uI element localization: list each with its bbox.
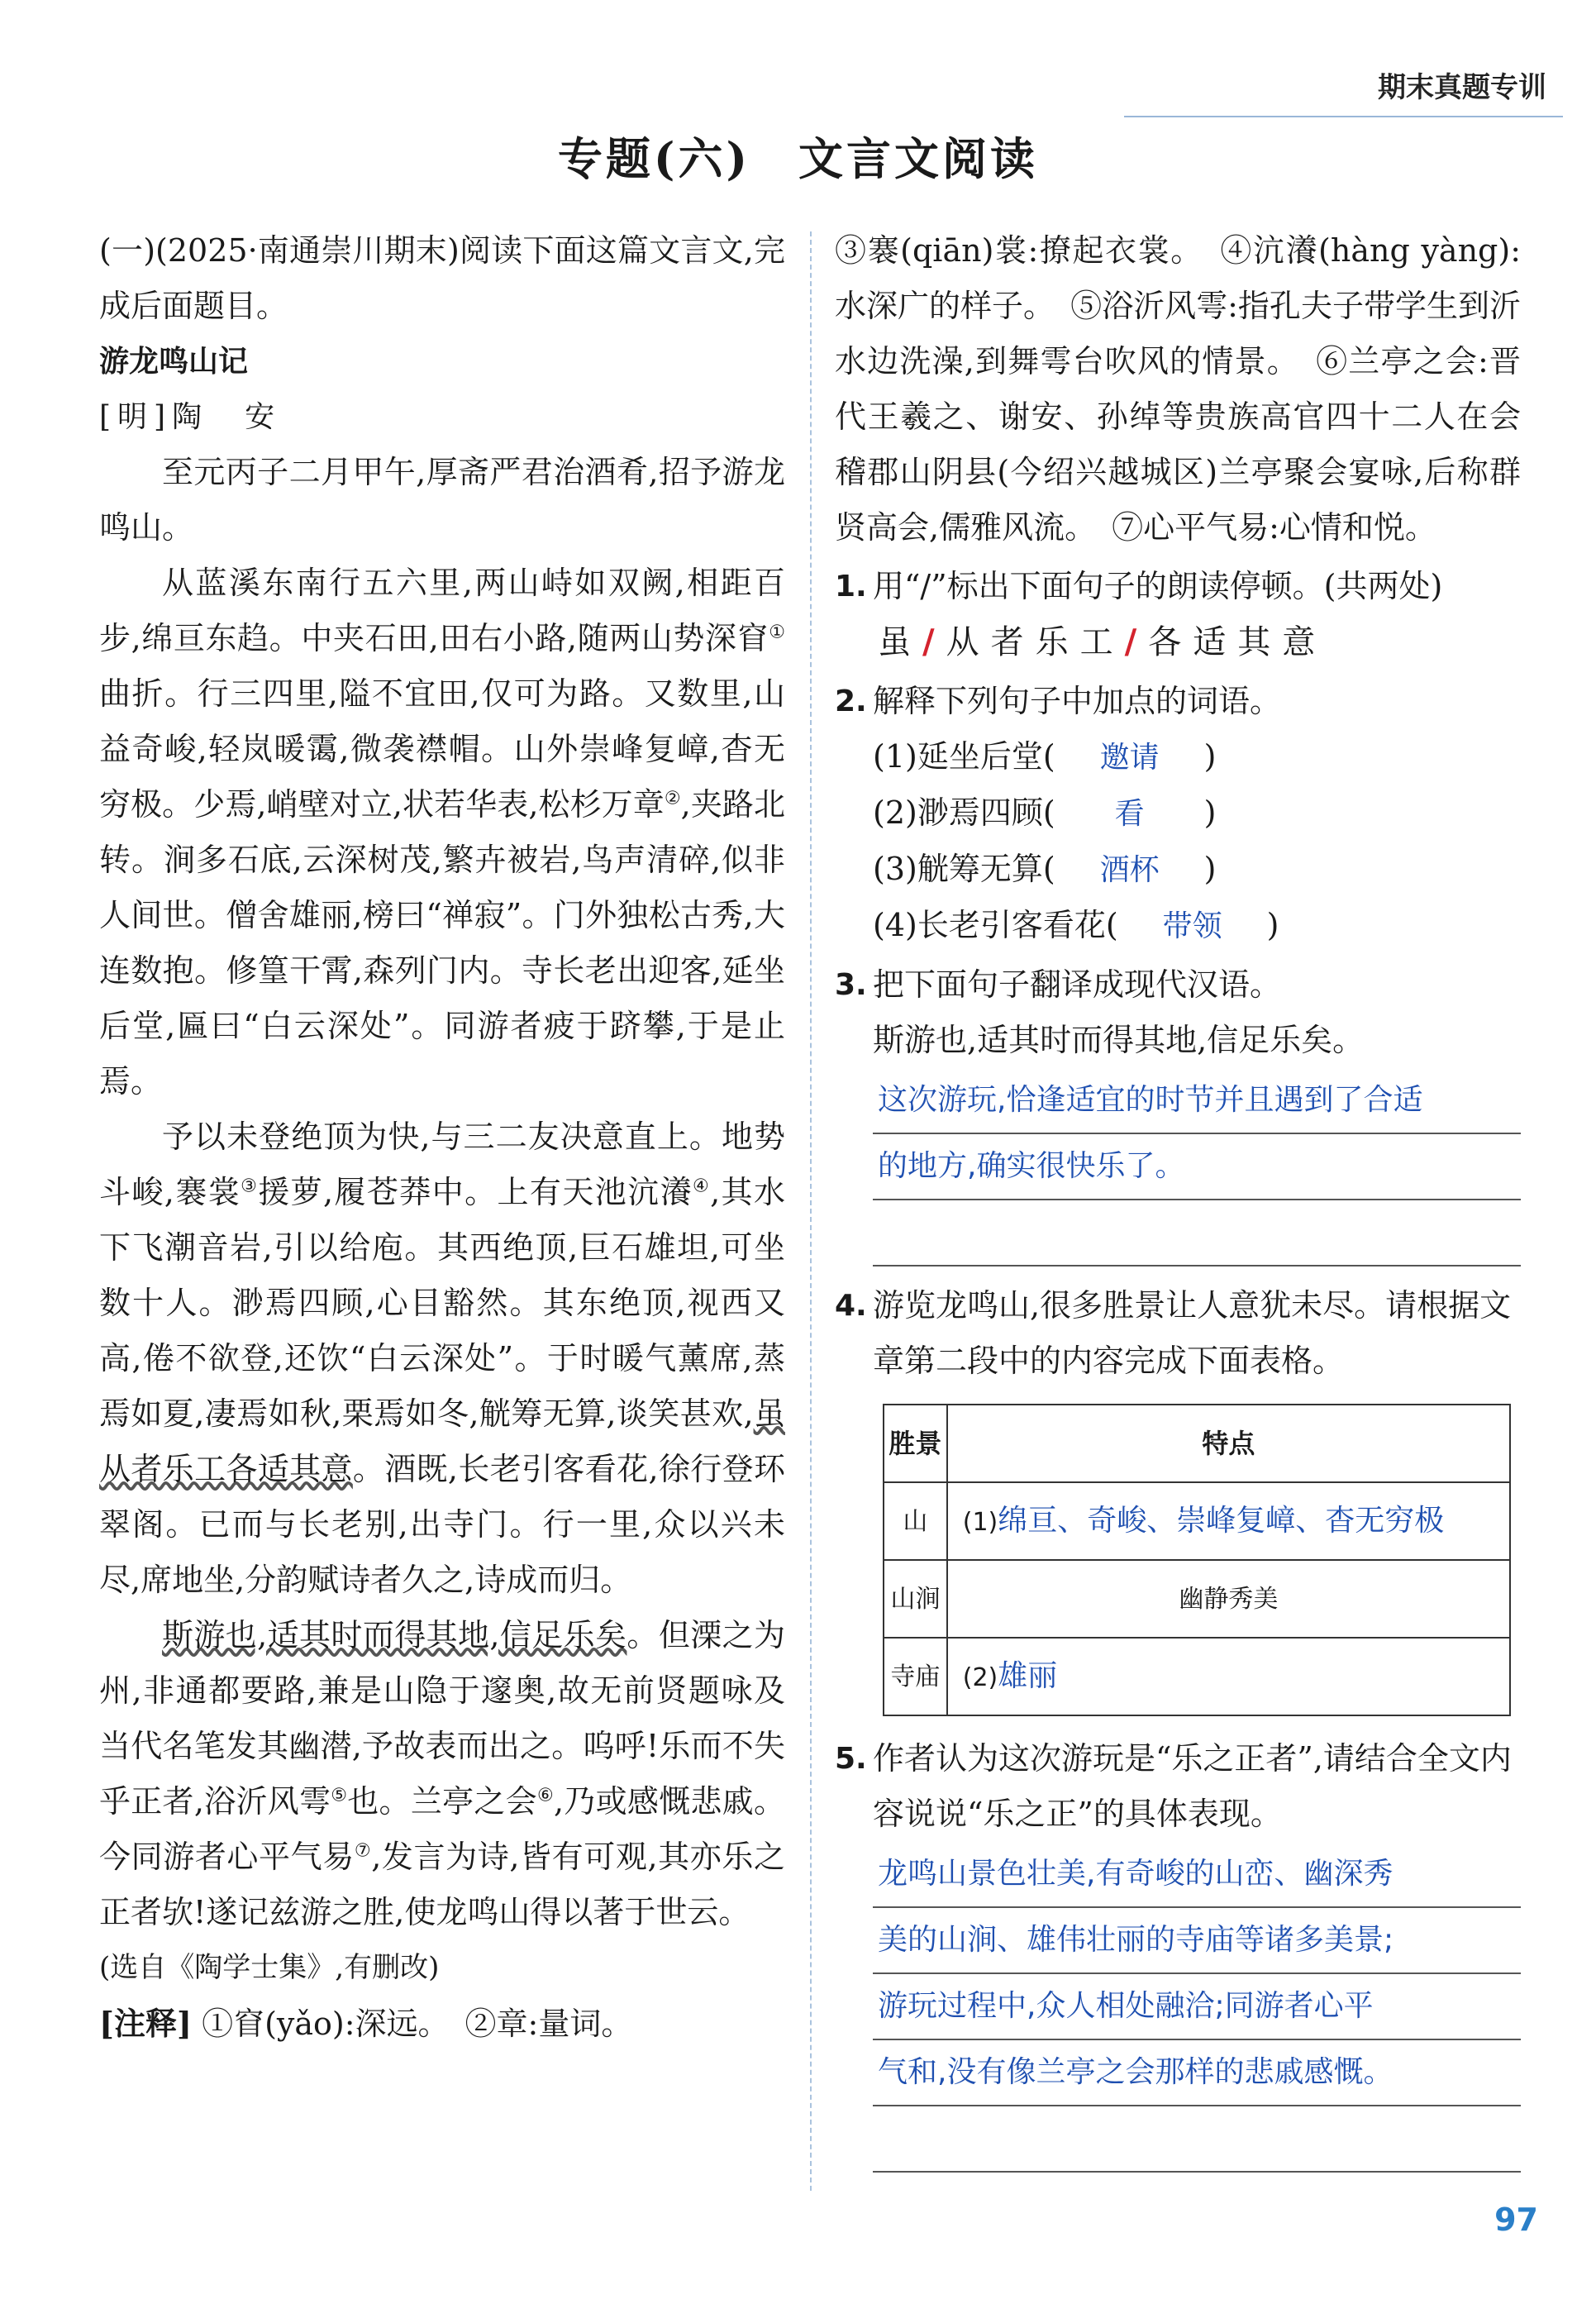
notes-left: [注释] ①窅(yǎo):深远。 ②章:量词。	[99, 2005, 633, 2042]
pause-mark: /	[1124, 623, 1149, 661]
table-header: 特点	[947, 1405, 1510, 1482]
question-2: 2. 解释下列句子中加点的词语。	[835, 683, 1282, 719]
table-row: 寺庙 (2)雄丽	[884, 1638, 1510, 1715]
question-5: 5. 作者认为这次游玩是“乐之正者”,请结合全文内容说说“乐之正”的具体表现。	[835, 1740, 1512, 1832]
page-number: 97	[1494, 2201, 1538, 2238]
q2-item-3: (3)觥筹无算( 酒杯 )	[873, 851, 1217, 887]
passage-column	[99, 223, 785, 2052]
q3-sentence: 斯游也,适其时而得其地,信足乐矣。	[873, 1022, 1365, 1058]
underlined-sentence-2: 斯游也,适其时而得其地,信足乐矣	[162, 1617, 627, 1653]
column-divider	[810, 231, 812, 2191]
questions-column	[835, 223, 1521, 2173]
passage-paragraph-2: 从蓝溪东南行五六里,两山峙如双阙,相距百步,绵亘东趋。中夹石田,田右小路,随两山势深窅①曲折。行三四里,隘不宜田,仅可为路。又数里,山益奇峻,轻岚暖霭,微袭襟帽。山外崇峰复嶂,杳无穷极。少焉,峭壁对立,状若华表,松杉万章②,夹路北转。涧多石底,云深树茂,繁卉被岩,鸟声清碎,似非人间世。僧舍雄丽,榜曰“禅寂”。门外独松古秀,大连数抱。修篁干霄,森列门内。寺长老出迎客,延坐后堂,匾曰“白云深处”。同游者疲于跻攀,于是止焉。	[99, 565, 785, 1100]
table-row: 山 (1)绵亘、奇峻、崇峰复嶂、杳无穷极	[884, 1482, 1510, 1560]
q3-answer	[873, 1068, 1521, 1266]
answer-line: 这次游玩,恰逢适宜的时节并且遇到了合适	[873, 1068, 1521, 1134]
question-3: 3. 把下面句子翻译成现代汉语。	[835, 966, 1282, 1003]
question-4: 4. 游览龙鸣山,很多胜景让人意犹未尽。请根据文章第二段中的内容完成下面表格。	[835, 1287, 1512, 1379]
table-answer: 绵亘、奇峻、崇峰复嶂、杳无穷极	[998, 1503, 1445, 1538]
scenery-table	[883, 1404, 1511, 1716]
passage-intro: (一)(2025·南通崇川期末)阅读下面这篇文言文,完成后面题目。	[99, 232, 785, 324]
answer-line: 气和,没有像兰亭之会那样的悲戚感慨。	[873, 2040, 1521, 2106]
q2-item-4: (4)长老引客看花( 带领 )	[873, 907, 1279, 943]
passage-paragraph-3: 予以未登绝顶为快,与三二友决意直上。地势斗峻,褰裳③援萝,履苍莽中。上有天池沆瀁④,其水下飞潮音岩,引以给庖。其西绝顶,巨石雄坦,可坐数十人。渺焉四顾,心目豁然。其东绝顶,视西又高,倦不欲登,还饮“白云深处”。于时暖气薰席,蒸焉如夏,凄焉如秋,栗焉如冬,觥筹无算,谈笑甚欢,虽从者乐工各适其意。酒既,长老引客看花,徐行登环翠阁。已而与长老别,出寺门。行一里,众以兴未尽,席地坐,分韵赋诗者久之,诗成而归。	[99, 1119, 785, 1598]
answer-line: 的地方,确实很快乐了。	[873, 1134, 1521, 1200]
essay-author: [明]陶 安	[99, 400, 282, 434]
table-header: 胜景	[884, 1405, 947, 1482]
pause-sentence: 虽/从者乐工/各适其意	[878, 623, 1327, 661]
underlined-sentence-1: 虽从者乐工各适其意	[99, 1395, 785, 1487]
answer-line: 龙鸣山景色壮美,有奇峻的山峦、幽深秀	[873, 1842, 1521, 1908]
header-divider	[1124, 116, 1563, 117]
answer-line: 美的山涧、雄伟壮丽的寺庙等诸多美景;	[873, 1908, 1521, 1974]
q5-answer	[873, 1842, 1521, 2173]
question-1: 1. 用“/”标出下面句子的朗读停顿。(共两处)	[835, 568, 1443, 604]
q2-item-1: (1)延坐后堂( 邀请 )	[873, 738, 1217, 775]
passage-source: (选自《陶学士集》,有删改)	[99, 1951, 440, 1984]
section-label: 期末真题专训	[1378, 71, 1546, 104]
page-title: 专题(六) 文言文阅读	[557, 132, 1039, 185]
notes-right: ③褰(qiān)裳:撩起衣裳。 ④沆瀁(hàng yàng):水深广的样子。 ⑤浴沂风雩:指孔夫子带学生到沂水边洗澡,到舞雩台吹风的情景。 ⑥兰亭之会:晋代王羲之、谢安、孙绰等贵族高官四十二人在会稽郡山阴县(今绍兴越城区)兰亭聚会宴咏,后称群贤高会,儒雅风流。 ⑦心平气易:心情和悦。	[835, 232, 1521, 546]
passage-paragraph-1: 至元丙子二月甲午,厚斋严君治酒肴,招予游龙鸣山。	[99, 454, 785, 546]
answer-line	[873, 2106, 1521, 2173]
table-answer: 雄丽	[998, 1658, 1058, 1693]
q2-item-2: (2)渺焉四顾( 看 )	[873, 794, 1217, 831]
passage-paragraph-4: 斯游也,适其时而得其地,信足乐矣。但溧之为州,非通都要路,兼是山隐于邃奥,故无前贤题咏及当代名笔发其幽潜,予故表而出之。呜呼!乐而不失乎正者,浴沂风雩⑤也。兰亭之会⑥,乃或感慨悲戚。今同游者心平气易⑦,发言为诗,皆有可观,其亦乐之正者欤!遂记兹游之胜,使龙鸣山得以著于世云。	[99, 1617, 785, 1930]
pause-mark: /	[922, 623, 946, 661]
table-row: 山涧 幽静秀美	[884, 1560, 1510, 1638]
answer-line	[873, 1200, 1521, 1266]
essay-title: 游龙鸣山记	[99, 344, 249, 379]
answer-line: 游玩过程中,众人相处融洽;同游者心平	[873, 1974, 1521, 2040]
